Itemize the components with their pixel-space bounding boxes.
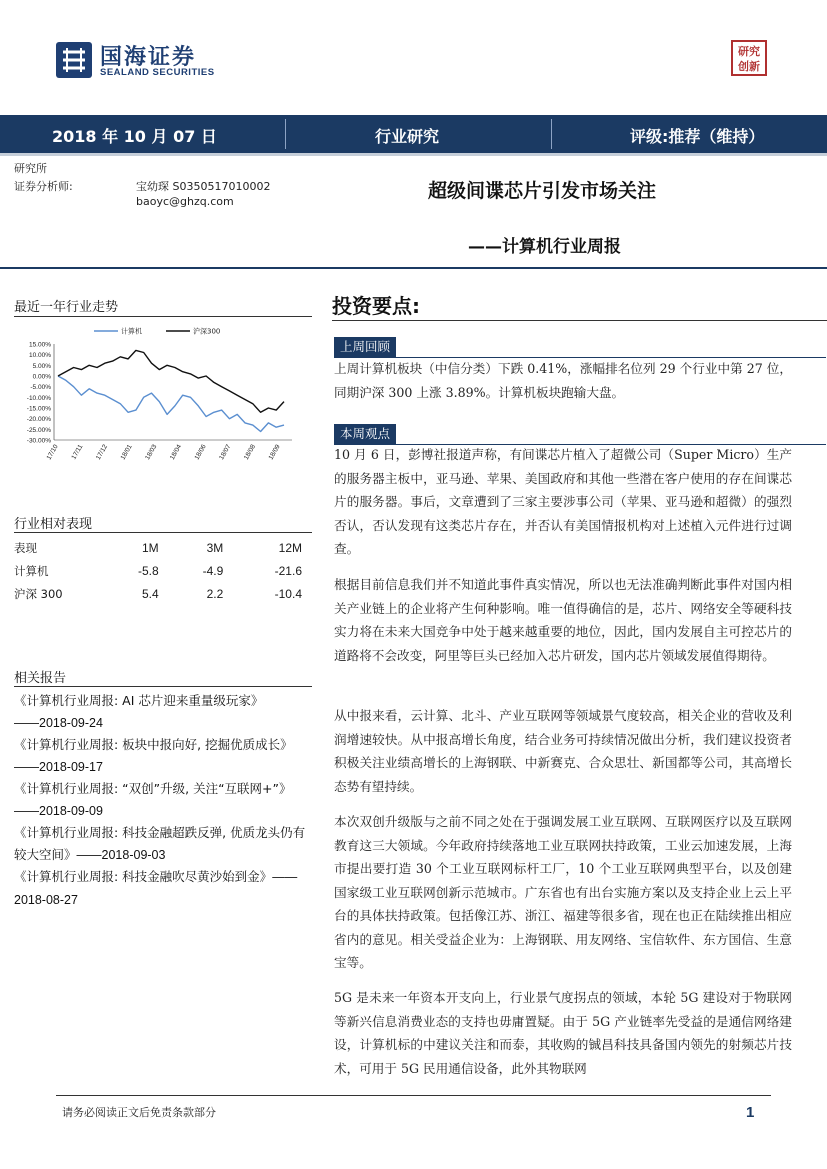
report-banner: [0, 115, 827, 153]
footer-disclaimer: 请务必阅读正文后免责条款部分: [62, 1106, 216, 1119]
list-item[interactable]: [14, 866, 314, 911]
table-cell: -10.4: [274, 586, 302, 601]
table-row: [14, 582, 312, 605]
table-cell: 计算机: [14, 563, 49, 578]
analyst-role: 证券分析师:: [14, 180, 73, 193]
table-cell: -5.8: [137, 563, 159, 578]
table-header-cell: 1M: [141, 540, 159, 555]
header-rule: [0, 267, 827, 269]
table-cell: 沪深 300: [14, 586, 63, 601]
legend-label: 沪深300: [193, 327, 221, 336]
y-tick-label: 10.00%: [28, 352, 51, 360]
perf-title: 行业相对表现: [14, 517, 93, 532]
report-date: ——2018-08-27: [14, 870, 298, 907]
trend-title: 最近一年行业走势: [14, 300, 119, 315]
list-item[interactable]: [14, 734, 314, 778]
y-tick-label: 5.00%: [32, 362, 51, 370]
x-tick-label: 18/04: [168, 443, 184, 462]
x-tick-label: 18/06: [193, 443, 208, 462]
report-link[interactable]: 《计算机行业周报: 科技金融吹尽黄沙始到金》: [14, 869, 273, 884]
report-date: ——2018-09-24: [14, 715, 103, 730]
performance-table: [14, 536, 312, 605]
table-header-cell: 表现: [14, 540, 37, 555]
list-item[interactable]: [14, 778, 314, 822]
report-date: ——2018-09-17: [14, 759, 103, 774]
table-row: [14, 559, 312, 582]
x-tick-label: 17/10: [45, 443, 60, 462]
x-tick-label: 18/03: [144, 443, 159, 462]
trend-chart: [14, 322, 312, 472]
paragraph: 根据目前信息我们并不知道此事件真实情况，所以也无法准确判断此事件对国内相关产业链上的企业将产生何种影响。唯一值得确信的是，芯片、网络安全等硬科技实力将在未来大国竞争中处于越来越重要的地位，因此，国内发展自主可控芯片的道路将不会改变，阿里等巨头已经加入芯片研发，国内芯片领域发展值得期待。: [334, 577, 792, 663]
table-header-cell: 3M: [206, 540, 224, 555]
reports-rule: [14, 686, 312, 687]
report-link[interactable]: 《计算机行业周报: “双创”升级, 关注“互联网+”》: [14, 781, 292, 796]
report-subtitle: ——计算机行业周报: [468, 237, 621, 257]
report-category: 行业研究: [375, 127, 440, 146]
series-line: [58, 376, 284, 432]
x-tick-label: 17/12: [94, 443, 110, 462]
brand-logo: [56, 40, 256, 84]
sealand-logo-icon: [56, 42, 92, 78]
paragraph: 10 月 6 日，彭博社报道声称，有间谍芯片植入了超微公司（Super Micro）生产的服务器主板中，亚马逊、苹果、美国政府和其他一些潜在客户使用的存在间谍芯片的服务器。事后，文章遭到了三家主要涉事公司（苹果、亚马逊和超微）的强烈否认，否认发现有这类芯片存在，并否认有美国情报机构对上述植入元件进行过调查。: [334, 447, 792, 556]
page-number: 1: [746, 1104, 755, 1121]
brand-name-en: SEALAND SECURITIES: [100, 67, 215, 78]
report-date: 2018 年 10 月 07 日: [52, 127, 217, 146]
report-link[interactable]: 《计算机行业周报: 科技金融超跌反弹, 优质龙头仍有较大空间》: [14, 825, 306, 862]
table-cell: 5.4: [141, 586, 159, 601]
x-tick-label: 17/11: [70, 443, 85, 461]
y-tick-label: -15.00%: [26, 405, 51, 413]
x-tick-label: 18/09: [267, 443, 282, 462]
legend-label: 计算机: [121, 327, 142, 336]
section-tag-this-week: 本周观点: [334, 424, 396, 444]
series-line: [58, 350, 284, 412]
y-tick-label: -10.00%: [26, 394, 51, 402]
y-tick-label: 15.00%: [28, 341, 51, 349]
paragraph: 5G 是未来一年资本开支向上，行业景气度拐点的领域，本轮 5G 建设对于物联网等新兴信息消费业态的支持也毋庸置疑。由于 5G 产业链率先受益的是通信网络建设，计算机标的中建议关注和而泰，其收购的铖昌科技具备国内领先的射频芯片技术，可用于 5G 民用通信设备，此外其物联网: [334, 990, 792, 1076]
banner-divider: [285, 119, 286, 149]
table-cell: -21.6: [274, 563, 302, 578]
y-tick-label: -5.00%: [30, 384, 51, 392]
report-rating: 评级:推荐（维持）: [630, 127, 765, 146]
list-item[interactable]: [14, 690, 314, 734]
banner-divider: [551, 119, 552, 149]
x-tick-label: 18/07: [218, 443, 233, 462]
list-item[interactable]: [14, 822, 314, 866]
y-tick-label: -30.00%: [26, 437, 51, 445]
report-link[interactable]: 《计算机行业周报: AI 芯片迎来重量级玩家》: [14, 693, 264, 708]
report-title: 超级间谍芯片引发市场关注: [428, 180, 657, 202]
perf-rule: [14, 532, 312, 533]
report-date: ——2018-09-09: [14, 803, 103, 818]
research-seal: 研究 创新: [731, 40, 767, 76]
paragraph: 从中报来看，云计算、北斗、产业互联网等领域景气度较高，相关企业的营收及利润增速较快。从中报高增长角度，结合业务可持续情况做出分析，我们建议投资者积极关注业绩高增长的上海钢联、中新赛克、合众思壮、新国都等公司，其高增长态势有望持续。: [334, 708, 792, 794]
brand-name-cn: 国海证券: [100, 45, 197, 70]
table-cell: 2.2: [206, 586, 224, 601]
paragraph: 本次双创升级版与之前不同之处在于强调发展工业互联网、互联网医疗以及互联网教育这三大领域。今年政府持续落地工业互联网扶持政策，工业云加速发展，上海市提出要打造 30 个工业互联网标杆工厂，10 个工业互联网典型平台，以及创建国家级工业互联网创新示范城市。广东省也有出台实施方案以及支持企业上云上平台的具体扶持政策。包括像江苏、浙江、福建等很多省，现在也正在陆续推出相应省内的意见。相关受益企业为：上海钢联、用友网络、宝信软件、东方国信、生意宝等。: [334, 814, 792, 970]
table-cell: -4.9: [202, 563, 224, 578]
key-points-rule: [332, 320, 827, 321]
section-tag-last-week: 上周回顾: [334, 337, 396, 357]
report-link[interactable]: 《计算机行业周报: 板块中报向好, 挖掘优质成长》: [14, 737, 293, 752]
paragraph: 上周计算机板块（中信分类）下跌 0.41%，涨幅排名位列 29 个行业中第 27 位，同期沪深 300 上涨 3.89%。计算机板块跑输大盘。: [334, 361, 792, 400]
y-tick-label: -20.00%: [26, 416, 51, 424]
banner-shadow: [0, 153, 827, 156]
key-points-title: 投资要点:: [332, 294, 420, 318]
analyst-name-code: 宝幼琛 S0350517010002: [136, 180, 271, 193]
analyst-email[interactable]: baoyc@ghzq.com: [136, 195, 234, 208]
table-header-row: [14, 536, 312, 559]
footer-rule: [56, 1095, 771, 1096]
y-tick-label: 0.00%: [32, 373, 51, 381]
trend-rule: [14, 316, 312, 317]
research-dept: 研究所: [14, 162, 47, 175]
x-tick-label: 18/01: [119, 443, 134, 462]
table-header-cell: 12M: [278, 540, 302, 555]
reports-title: 相关报告: [14, 671, 67, 686]
related-reports-list: [14, 690, 314, 911]
x-tick-label: 18/08: [242, 443, 258, 462]
y-tick-label: -25.00%: [26, 426, 51, 434]
report-date: ——2018-09-03: [76, 847, 166, 862]
